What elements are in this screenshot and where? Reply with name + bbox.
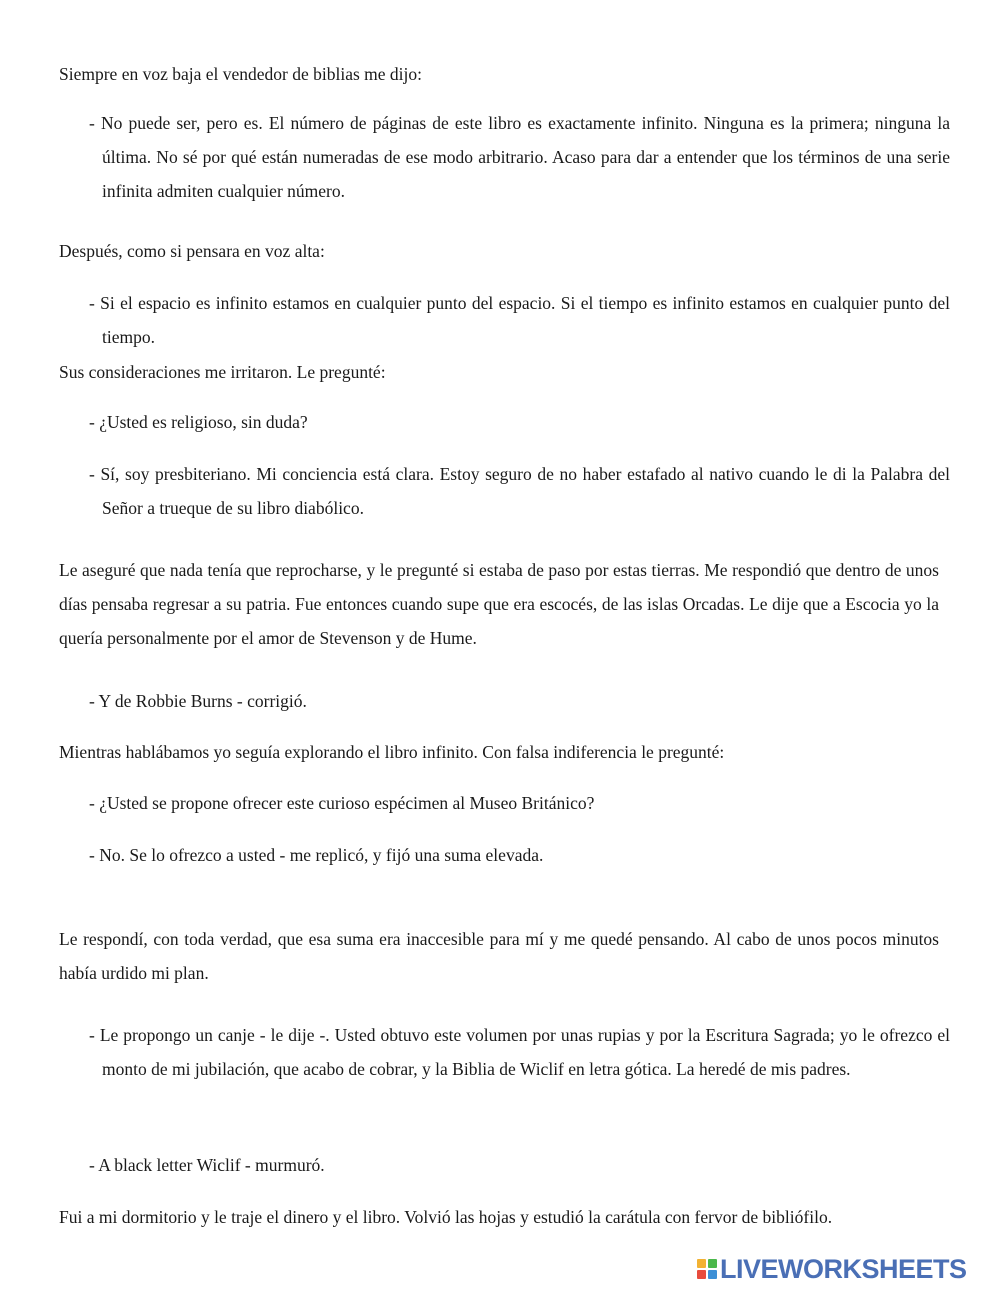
narration-paragraph: Le aseguré que nada tenía que reprocharse, y le pregunté si estaba de paso por estas tierras. Me respondió que dentro de unos días pensaba regresar a su patria. Fue entonces cuando supe que era escocés, de las islas Orcadas. Le dije que a Escocia yo la quería personalmente por el amor de Stevenson y de Hume. <box>59 560 939 648</box>
logo-square <box>708 1259 717 1268</box>
logo-square <box>697 1259 706 1268</box>
narration-paragraph: Siempre en voz baja el vendedor de biblias me dijo: <box>59 64 423 84</box>
narration-paragraph: Fui a mi dormitorio y le traje el dinero y el libro. Volvió las hojas y estudió la carátula con fervor de bibliófilo. <box>59 1207 833 1227</box>
dialogue-line: - No puede ser, pero es. El número de páginas de este libro es exactamente infinito. Ninguna es la primera; ninguna la última. No sé por qué están numeradas de ese modo arbitrario. Acaso para dar a entender que los términos de una serie infinita admiten cualquier número. <box>89 113 950 201</box>
dialogue-line: - No. Se lo ofrezco a usted - me replicó, y fijó una suma elevada. <box>89 845 544 865</box>
dialogue-line: - ¿Usted se propone ofrecer este curioso espécimen al Museo Británico? <box>89 793 595 813</box>
logo-mark-icon <box>697 1259 717 1279</box>
dialogue-line: - ¿Usted es religioso, sin duda? <box>89 412 308 432</box>
liveworksheets-logo <box>697 1254 997 1284</box>
narration-paragraph: Después, como si pensara en voz alta: <box>59 241 325 261</box>
dialogue-line: - Si el espacio es infinito estamos en cualquier punto del espacio. Si el tiempo es infinito estamos en cualquier punto del tiempo. <box>89 293 950 347</box>
logo-text: LIVEWORKSHEETS <box>720 1254 967 1284</box>
narration-paragraph: Mientras hablábamos yo seguía explorando el libro infinito. Con falsa indiferencia le pregunté: <box>59 742 725 762</box>
dialogue-line: - Sí, soy presbiteriano. Mi conciencia está clara. Estoy seguro de no haber estafado al nativo cuando le di la Palabra del Señor a trueque de su libro diabólico. <box>89 464 950 518</box>
dialogue-line: - Y de Robbie Burns - corrigió. <box>89 691 307 711</box>
dialogue-line: - Le propongo un canje - le dije -. Usted obtuvo este volumen por unas rupias y por la Escritura Sagrada; yo le ofrezco el monto de mi jubilación, que acabo de cobrar, y la Biblia de Wiclif en letra gótica. La heredé de mis padres. <box>89 1025 950 1079</box>
logo-square <box>708 1270 717 1279</box>
narration-paragraph: Le respondí, con toda verdad, que esa suma era inaccesible para mí y me quedé pensando. Al cabo de unos pocos minutos había urdido mi plan. <box>59 929 939 983</box>
narration-paragraph: Sus consideraciones me irritaron. Le pregunté: <box>59 362 386 382</box>
dialogue-line: - A black letter Wiclif - murmuró. <box>89 1155 325 1175</box>
logo-square <box>697 1270 706 1279</box>
